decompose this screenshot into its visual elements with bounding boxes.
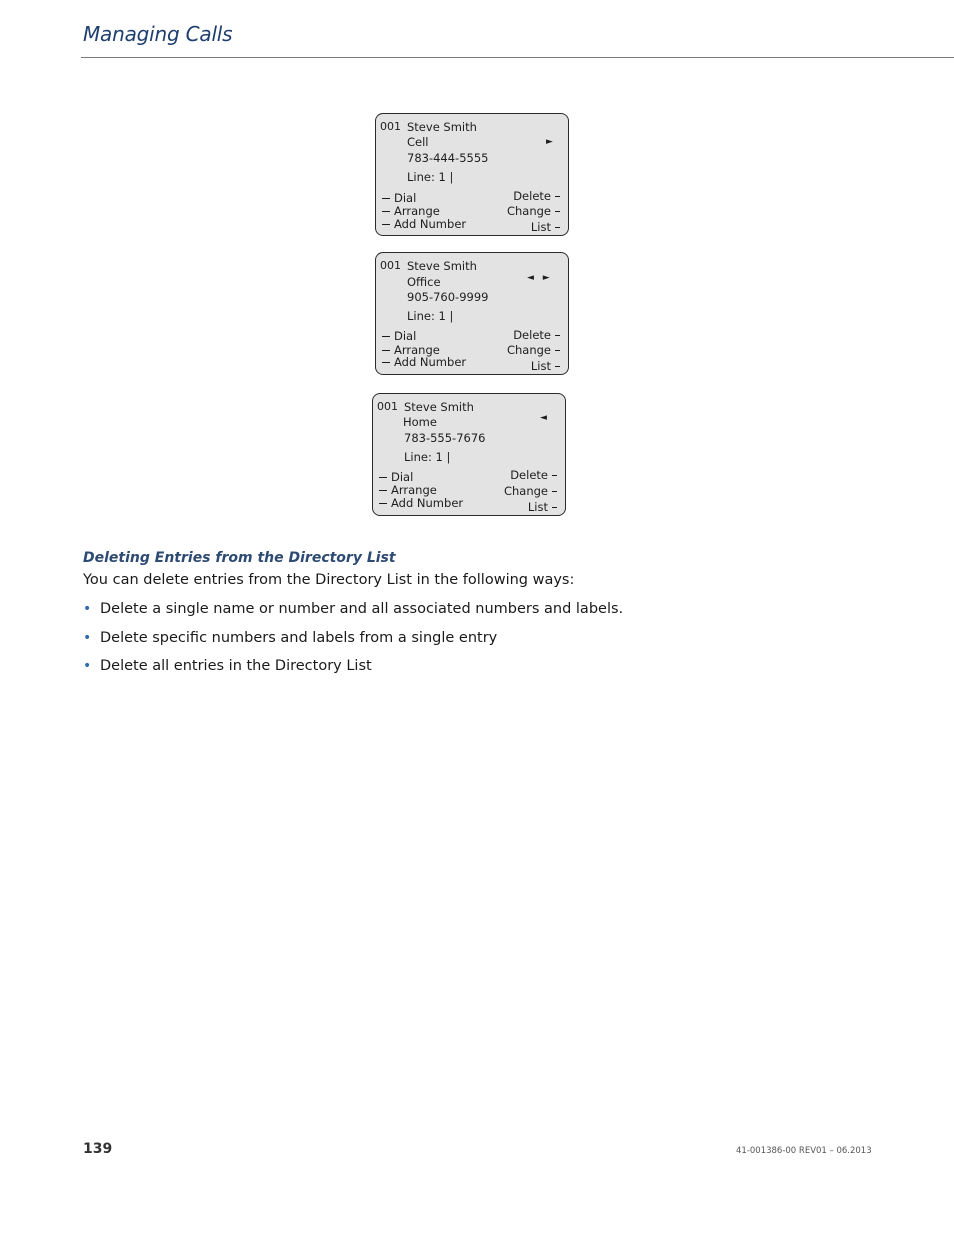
softkey-label: Delete [510,468,548,482]
softkey-dash-icon [379,490,387,491]
softkey-dash-icon [555,335,560,336]
line-indicator: Line: 1 | [407,309,454,323]
entry-name: Steve Smith [407,120,477,134]
scroll-arrow-icon: ◄ [540,413,550,423]
header-divider [81,57,954,58]
softkey-dash-icon [382,224,390,225]
entry-index: 001 [380,120,401,133]
softkey-dash-icon [555,196,560,197]
softkey-label: Dial [391,470,414,484]
softkey-dash-icon [552,491,557,492]
softkey-label: List [530,220,551,234]
softkey-label: Change [506,204,551,218]
softkey-list[interactable] [528,500,557,514]
softkey-label: Dial [394,191,417,205]
entry-number: 783-444-5555 [407,151,489,165]
softkey-delete[interactable] [513,328,560,342]
softkey-dial[interactable] [382,191,416,205]
line-indicator: Line: 1 | [404,450,451,464]
softkey-dash-icon [555,350,560,351]
softkey-dash-icon [379,503,387,504]
softkey-dash-icon [555,366,560,367]
entry-index: 001 [377,400,398,413]
softkey-change[interactable] [504,484,557,498]
bullet-dot-icon: • [83,658,92,674]
softkey-dash-icon [382,350,390,351]
softkey-dial[interactable] [379,470,413,484]
softkey-arrange[interactable] [379,483,437,497]
softkey-label: Arrange [394,343,440,357]
softkey-dash-icon [382,198,390,199]
document-id: 41-001386-00 REV01 – 06.2013 [736,1146,872,1156]
entry-label: Home [403,415,437,429]
softkey-dash-icon [382,211,390,212]
softkey-dial[interactable] [382,329,416,343]
scroll-arrow-icon: ► [546,137,556,147]
softkey-label: Arrange [394,204,440,218]
softkey-dash-icon [382,362,390,363]
bullet-item [83,658,372,674]
softkey-label: List [527,500,548,514]
softkey-dash-icon [555,227,560,228]
softkey-label: Add Number [394,355,467,369]
entry-number: 783-555-7676 [404,431,486,445]
softkey-arrange[interactable] [382,204,440,218]
page-header-title: Managing Calls [83,22,233,46]
entry-name: Steve Smith [407,259,477,273]
phone-screen-home [372,393,566,516]
softkey-list[interactable] [531,220,560,234]
page-number: 139 [83,1141,113,1157]
softkey-change[interactable] [507,343,560,357]
softkey-add-number[interactable] [379,496,463,510]
entry-number: 905-760-9999 [407,290,489,304]
softkey-add-number[interactable] [382,355,466,369]
entry-label: Office [407,275,441,289]
softkey-label: Add Number [394,217,467,231]
section-heading: Deleting Entries from the Directory List [83,550,396,566]
softkey-dash-icon [379,477,387,478]
softkey-list[interactable] [531,359,560,373]
softkey-label: Delete [513,328,551,342]
entry-index: 001 [380,259,401,272]
softkey-delete[interactable] [510,468,557,482]
softkey-label: List [530,359,551,373]
softkey-dash-icon [555,211,560,212]
softkey-add-number[interactable] [382,217,466,231]
entry-name: Steve Smith [404,400,474,414]
scroll-arrows-icon: ◄ ► [527,273,553,283]
softkey-label: Add Number [391,496,464,510]
softkey-dash-icon [552,507,557,508]
bullet-item [83,630,497,646]
softkey-dash-icon [382,336,390,337]
softkey-label: Change [506,343,551,357]
bullet-dot-icon: • [83,630,92,646]
softkey-label: Change [503,484,548,498]
softkey-label: Delete [513,189,551,203]
bullet-text: Delete a single name or number and all associated numbers and labels. [100,601,624,617]
phone-screen-cell [375,113,569,236]
softkey-change[interactable] [507,204,560,218]
section-intro: You can delete entries from the Directory List in the following ways: [83,572,575,588]
softkey-dash-icon [552,475,557,476]
softkey-label: Dial [394,329,417,343]
bullet-dot-icon: • [83,601,92,617]
bullet-text: Delete all entries in the Directory List [100,658,372,674]
bullet-item [83,601,623,617]
entry-label: Cell [407,135,429,149]
line-indicator: Line: 1 | [407,170,454,184]
softkey-delete[interactable] [513,189,560,203]
softkey-label: Arrange [391,483,437,497]
phone-screen-office [375,252,569,375]
bullet-text: Delete specific numbers and labels from a single entry [100,630,498,646]
